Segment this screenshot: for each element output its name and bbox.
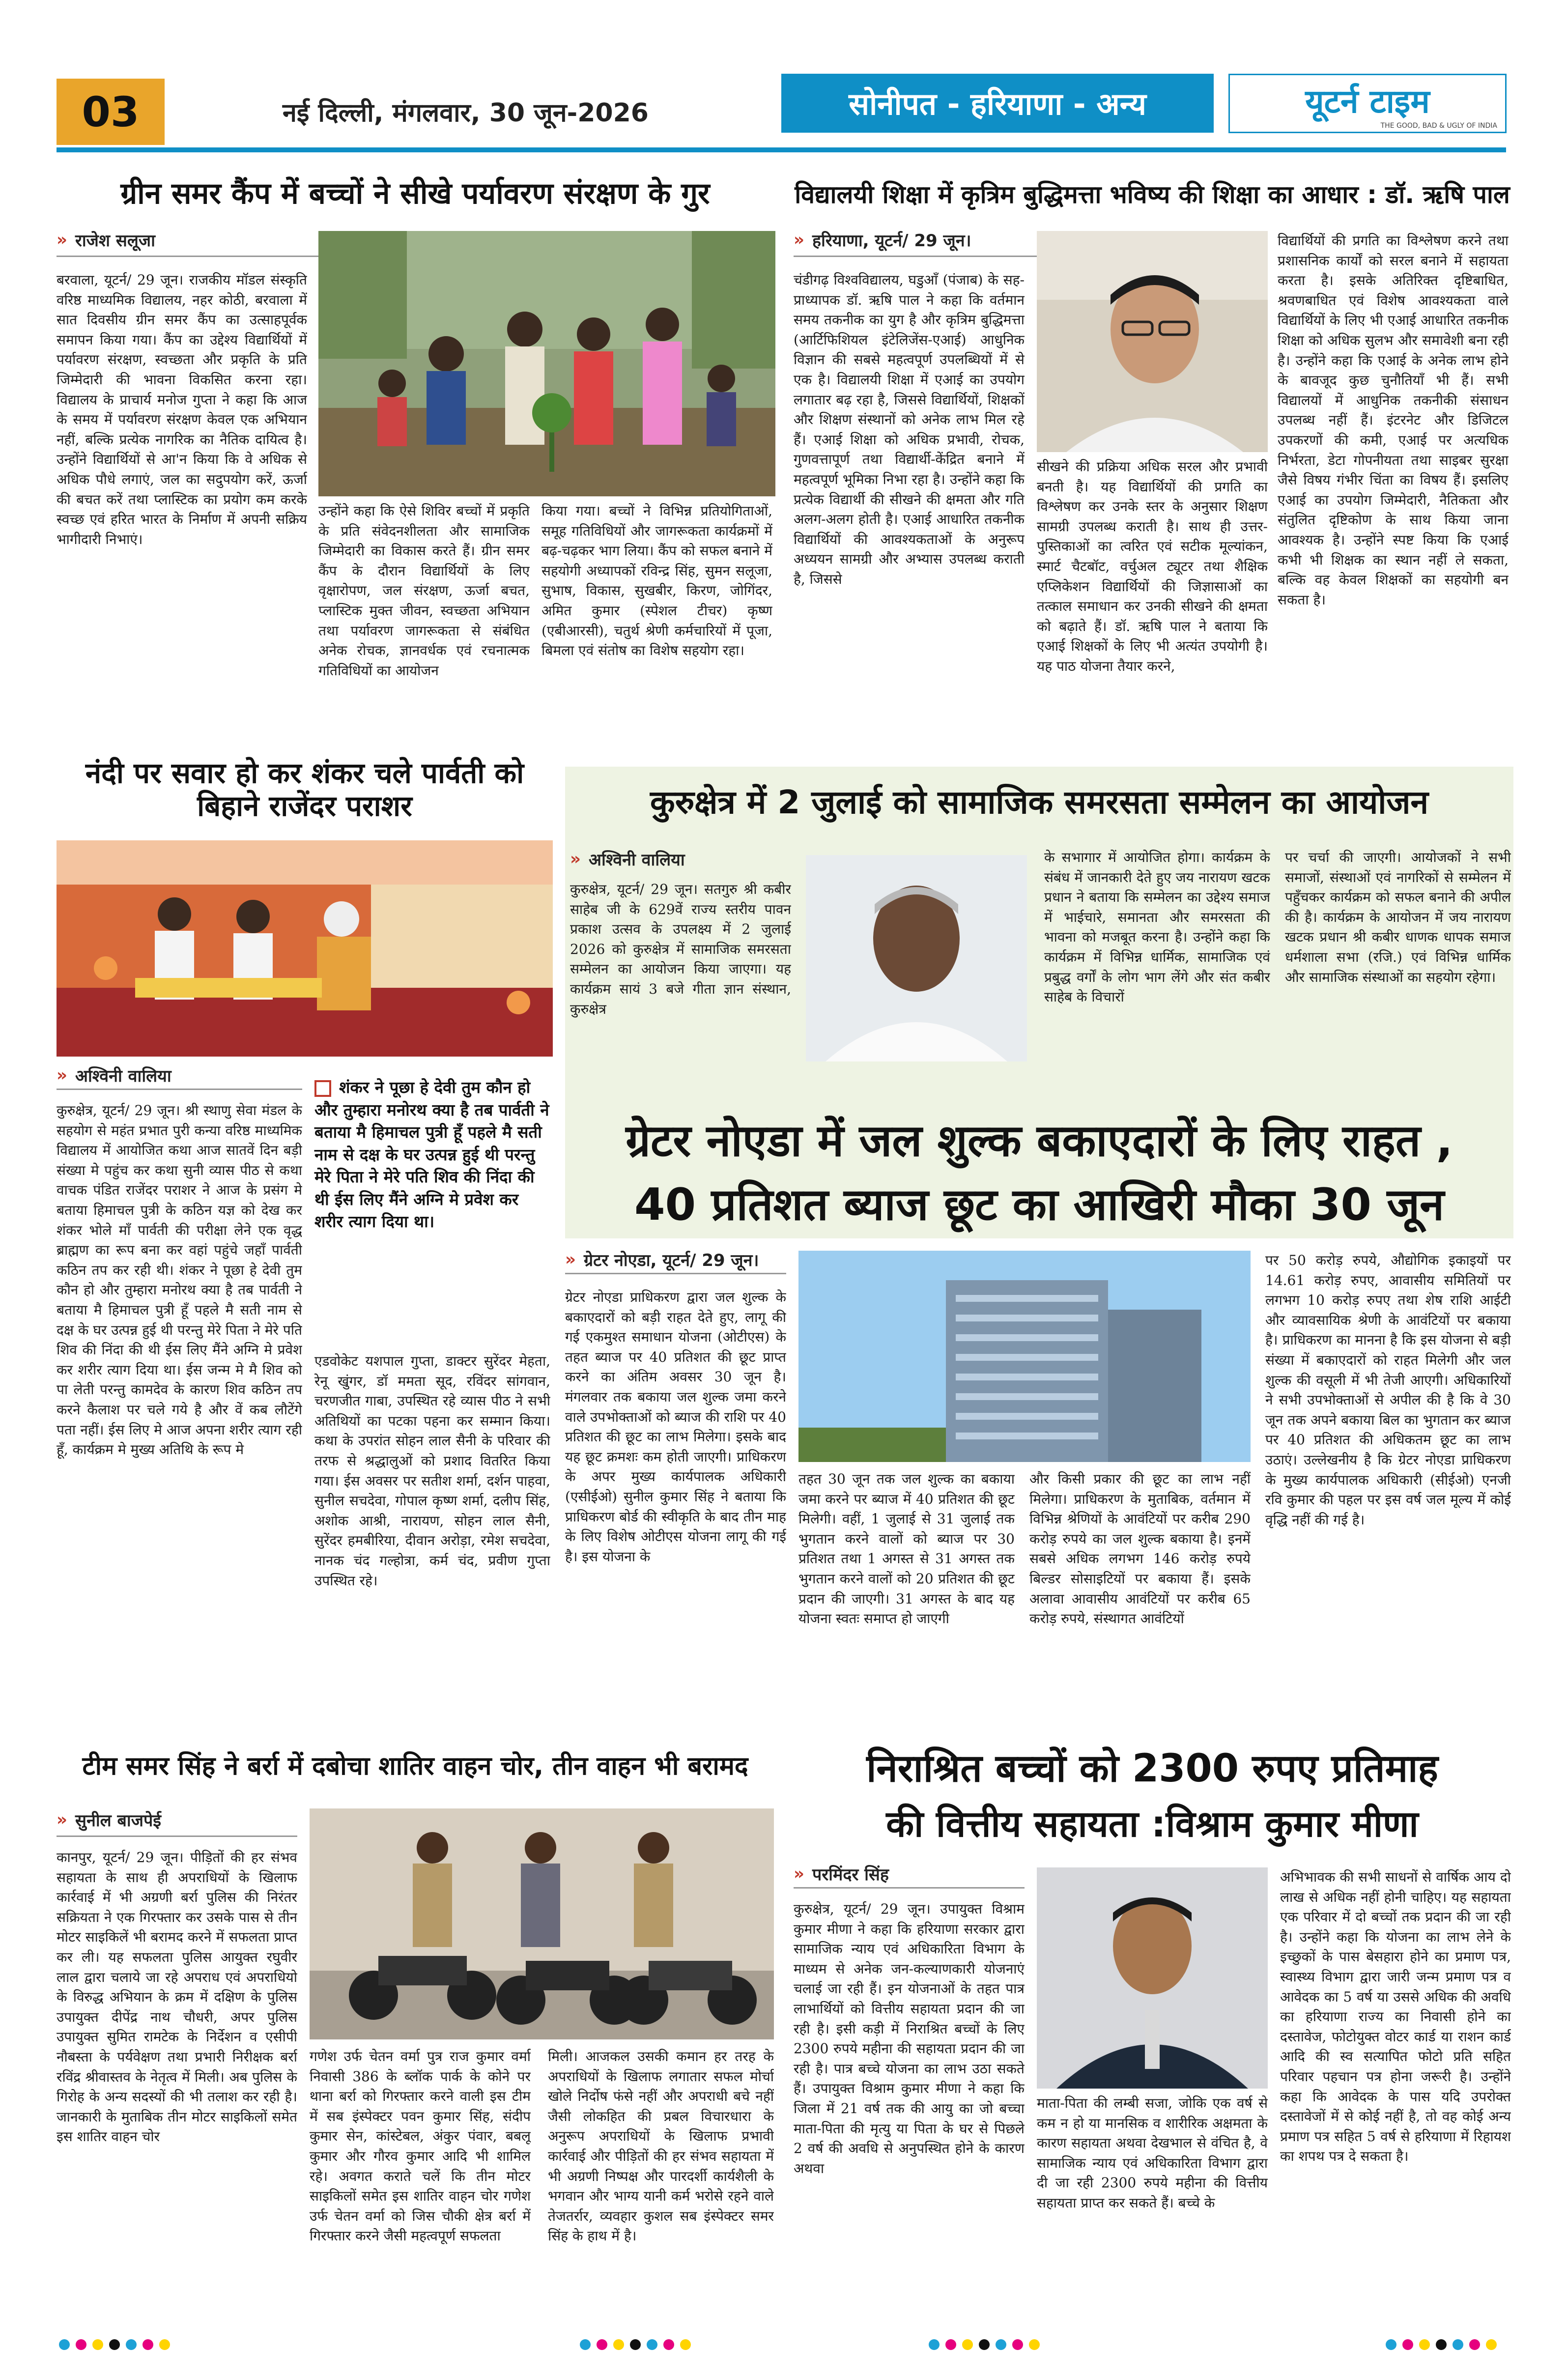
noida-byline bbox=[565, 1248, 759, 1271]
noida-dateline: ग्रेटर नोएडा, यूटर्न/ 29 जून। bbox=[583, 1251, 759, 1270]
masthead-rule bbox=[57, 147, 1506, 152]
registration-dot bbox=[613, 2339, 624, 2350]
katha-stage-photo bbox=[57, 840, 553, 1057]
noida-col3: और किसी प्रकार की छूट का लाभ नहीं मिलेगा। प्राधिकरण के मुताबिक, वर्तमान में विभिन्न श्रेणियों के आवंटियों पर करीब 290 करोड़ रुपये का जल शुल्क बकाया है। इनमें सबसे अधिक लगभग 146 करोड़ रुपये बिल्डर सोसाइटियों पर बकाया हैं। इसके अलावा आवासीय आवंटियों पर करीब 65 करोड़ रुपये, संस्थागत आवंटियों bbox=[1029, 1471, 1251, 1627]
registration-dot bbox=[1453, 2339, 1463, 2350]
registration-dot bbox=[1436, 2339, 1447, 2350]
orphan-aid-headline-line1: निराश्रित बच्चों को 2300 रुपए प्रतिमाह bbox=[866, 1747, 1438, 1791]
registration-dot bbox=[142, 2339, 153, 2350]
byline-chevron-icon: » bbox=[794, 230, 804, 250]
tree-planting-photo bbox=[318, 231, 775, 496]
registration-dot bbox=[92, 2339, 103, 2350]
section-title: सोनीपत - हरियाणा - अन्य bbox=[781, 74, 1214, 133]
orphan-aid-col1: कुरुक्षेत्र, यूटर्न/ 29 जून। उपायुक्त विश्राम कुमार मीणा ने कहा कि हरियाणा सरकार द्वारा सामाजिक न्याय एवं अधिकारिता विभाग के माध्यम से अनेक जन-कल्याणकारी योजनाएं चलाई जा रही हैं। इन योजनाओं के तहत पात्र लाभार्थियों को वित्तीय सहायता प्रदान की जा रही है। इसी कड़ी में निराश्रित बच्चों के लिए 2300 रुपये महीना की सहायता प्रदान की जा रही है। पात्र बच्चे योजना का लाभ उठा सकते हैं। उपायुक्त विश्राम कुमार मीणा ने कहा कि जिला में 21 वर्ष तक की आयु का जो बच्चा माता-पिता की मृत्यु या पिता के घर से पिछले 2 वर्ष की अवधि से अनुपस्थित होने के कारण अथवा bbox=[794, 1901, 1025, 2177]
green-camp-col3: किया गया। बच्चों ने विभिन्न प्रतियोगिताओं, समूह गतिविधियों और जागरूकता कार्यक्रमों में बढ़-चढ़कर भाग लिया। कैंप को सफल बनाने में सहयोगी अध्यापकों रविन्द्र सिंह, सुमन सलूजा, सुभाष, विकास, सुखबीर, किरण, जोगिंदर, अमित कुमार (स्पेशल टीचर) कृष्ण (एबीआरसी), चतुर्थ श्रेणी कर्मचारियों में पूजा, बिमला एवं संतोष का विशेष सहयोग रहा। bbox=[541, 503, 772, 659]
shankar-katha-rule bbox=[57, 1089, 302, 1090]
orphan-aid-col2: माता-पिता की लम्बी सजा, जोकि एक वर्ष से कम न हो या मानसिक व शारीरिक अक्षमता के कारण सहायता अथवा देखभाल से वंचित है, वे सामाजिक न्याय एवं अधिकारिता विभाग द्वारा दी जा रही 2300 रुपये महीना की वित्तीय सहायता प्राप्त कर सकते हैं। बच्चे के bbox=[1037, 2095, 1268, 2211]
shankar-katha-headline: नंदी पर सवार हो कर शंकर चले पार्वती को बिहाने राजेंदर पराशर bbox=[85, 756, 524, 823]
portrait-photo bbox=[1037, 231, 1268, 452]
byline-chevron-icon: » bbox=[57, 1810, 67, 1830]
green-camp-photo bbox=[318, 231, 775, 496]
orphan-aid-headline-line2: की वित्तीय सहायता :विश्राम कुमार मीणा bbox=[886, 1803, 1419, 1845]
registration-dot bbox=[59, 2339, 70, 2350]
shankar-katha-col2: एडवोकेट यशपाल गुप्ता, डाक्टर सुरेंदर मेहता, रेनू खुंगर, डॉ ममता सूद, रविंदर सांगवान, चरणजीत गाबा, उपस्थित रहे व्यास पीठ ने सभी अतिथियों का पटका पहना कर सम्मान किया। कथा के उपरांत सोहन लाल सैनी के परिवार की तरफ से श्रद्धालुओं को प्रशाद वितरित किया गया। ईस अवसर पर सतीश शर्मा, दर्शन पाहवा, सुनील सचदेवा, गोपाल कृष्ण शर्मा, दलीप सिंह, अशोक आश्री, नारायण, सोहन लाल सैनी, सुरेंदर हमबीरिया, दीवान अरोड़ा, रमेश सचदेवा, नानक चंद गल्होत्रा, कर्म चंद, प्रवीण गुप्ता उपस्थित रहे। bbox=[314, 1353, 550, 1589]
shankar-katha-photo bbox=[57, 840, 553, 1057]
byline-chevron-icon: » bbox=[565, 1250, 576, 1269]
ai-education-col1: चंडीगढ़ विश्वविद्यालय, घडुआँ (पंजाब) के सह-प्राध्यापक डॉ. ऋषि पाल ने कहा कि वर्तमान समय तकनीक का युग है और कृत्रिम बुद्धिमत्ता (आर्टिफिशियल इंटेलिजेंस-एआई) आधुनिक विज्ञान की सबसे महत्वपूर्ण उपलब्धियों में से एक है। विद्यालयी शिक्षा में एआई का उपयोग लगातार बढ़ रहा है, जिससे विद्यार्थियों, शिक्षकों और शिक्षण संस्थानों को अनेक लाभ मिल रहे हैं। एआई शिक्षा को अधिक प्रभावी, रोचक, गुणवत्तापूर्ण तथा विद्यार्थी-केंद्रित बनाने में महत्वपूर्ण भूमिका निभा रहा है। उन्होंने कहा कि प्रत्येक विद्यार्थी की सीखने की क्षमता और गति अलग-अलग होती है। एआई आधारित तकनीक विद्यार्थियों की आवश्यकताओं के अनुरूप अध्ययन सामग्री और अभ्यास उपलब्ध कराती है, जिससे bbox=[794, 272, 1025, 587]
quote-marker-icon bbox=[314, 1080, 331, 1097]
registration-dot bbox=[597, 2339, 607, 2350]
registration-marks-left bbox=[59, 2339, 170, 2350]
registration-dot bbox=[630, 2339, 641, 2350]
registration-dot bbox=[1469, 2339, 1480, 2350]
registration-marks-center-left bbox=[580, 2339, 691, 2350]
logo-tagline: THE GOOD, BAD & UGLY OF INDIA bbox=[1380, 122, 1497, 130]
green-camp-author: राजेश सलूजा bbox=[75, 231, 155, 251]
registration-dot bbox=[945, 2339, 956, 2350]
vehicle-thief-rule bbox=[57, 1835, 297, 1837]
samrasta-headline: कुरुक्षेत्र में 2 जुलाई को सामाजिक समरसता सम्मेलन का आयोजन bbox=[650, 783, 1428, 821]
vehicle-thief-headline: टीम समर सिंह ने बर्रा में दबोचा शातिर वाहन चोर, तीन वाहन भी बरामद bbox=[82, 1751, 748, 1781]
registration-dot bbox=[929, 2339, 940, 2350]
shankar-katha-pull-quote bbox=[314, 1076, 550, 1347]
samrasta-col2: के सभागार में आयोजित होगा। कार्यक्रम के संबंध में जानकारी देते हुए जय नारायण खटक प्रधान ने बताया कि सम्मेलन का उद्देश्य समाज में भाईचारे, समानता और समरसता की भावना को मजबूत करना है। उन्होंने कहा कि कार्यक्रम में विभिन्न धार्मिक, सामाजिक एवं प्रबुद्ध वर्गों के लोग भाग लेंगे और संत कबीर साहेब के विचारों bbox=[1044, 849, 1270, 1005]
dr-rishi-pal-photo bbox=[1037, 231, 1268, 452]
registration-dot bbox=[1386, 2339, 1396, 2350]
byline-chevron-icon: » bbox=[57, 1065, 67, 1085]
ai-education-headline: विद्यालयी शिक्षा में कृत्रिम बुद्धिमत्ता भविष्य की शिक्षा का आधार : डॉ. ऋषि पाल bbox=[795, 180, 1510, 209]
green-camp-col1: बरवाला, यूटर्न/ 29 जून। राजकीय मॉडल संस्कृति वरिष्ठ माध्यमिक विद्यालय, नहर कोठी, बरवाला में सात दिवसीय ग्रीन समर कैंप का उत्साहपूर्वक समापन किया गया। कैंप का उद्देश्य विद्यार्थियों में पर्यावरण संरक्षण, स्वच्छता और प्रकृति के प्रति जिम्मेदारी की भावना विकसित करना रहा। विद्यालय के प्राचार्य मनोज गुप्ता ने कहा कि आज के समय में पर्यावरण संरक्षण केवल एक अभियान नहीं, बल्कि प्रत्येक नागरिक का नैतिक दायित्व है। उन्होंने विद्यार्थियों से आ'न किया कि वे अधिक से अधिक पौधे लगाएं, जल का सदुपयोग करें, ऊर्जा की बचत करें तथा प्लास्टिक का प्रयोग कम करके स्वच्छ एवं हरित भारत के निर्माण में अपनी सक्रिय भागीदारी निभाएं। bbox=[57, 272, 307, 547]
page-number: 03 bbox=[57, 79, 165, 145]
vehicle-thief-col3: मिली। आजकल उसकी कमान हर तरह के अपराधियों के खिलाफ लगातार सफल मोर्चा खोले निर्दोष फंसे नहीं और अपराधी बचे नहीं जैसी लोकहित की प्रबल विचारधारा के अनुरूप अपराधियों के खिलाफ प्रभावी कार्रवाई और पीड़ितों की हर संभव सहायता में भी अग्रणी निष्पक्ष और पारदर्शी कार्यशैली के भगवान और भाग्य यानी कर्म भरोसे रहने वाले तेजतर्रार, व्यवहार कुशल सब इंस्पेक्टर समर सिंह के हाथ में है। bbox=[548, 2048, 774, 2244]
ai-education-col2: सीखने की प्रक्रिया अधिक सरल और प्रभावी बनती है। यह विद्यार्थियों की प्रगति का विश्लेषण कर उनके स्तर के अनुसार शिक्षण सामग्री उपलब्ध कराती है। साथ ही उत्तर-पुस्तिकाओं का त्वरित एवं सटीक मूल्यांकन, स्मार्ट चैटबॉट, वर्चुअल ट्यूटर तथा शैक्षिक एप्लिकेशन विद्यार्थियों की जिज्ञासाओं का तत्काल समाधान कर उनकी सीखने की क्षमता को बढ़ाते हैं। डॉ. ऋषि पाल ने बताया कि एआई शिक्षकों के लिए भी अत्यंत उपयोगी है। यह पाठ योजना तैयार करने, bbox=[1037, 459, 1268, 674]
registration-dot bbox=[1012, 2339, 1023, 2350]
noida-building-photo bbox=[798, 1251, 1251, 1462]
ai-education-byline bbox=[794, 229, 971, 251]
registration-dot bbox=[580, 2339, 591, 2350]
green-camp-byline bbox=[57, 229, 155, 251]
registration-dot bbox=[159, 2339, 170, 2350]
registration-marks-right bbox=[1386, 2339, 1497, 2350]
registration-dot bbox=[962, 2339, 973, 2350]
police-recovery-photo bbox=[310, 1808, 774, 2039]
registration-dot bbox=[647, 2339, 657, 2350]
dateline: नई दिल्ली, मंगलवार, 30 जून-2026 bbox=[283, 98, 649, 128]
registration-dot bbox=[1419, 2339, 1430, 2350]
shankar-katha-col1: कुरुक्षेत्र, यूटर्न/ 29 जून। श्री स्थाणु सेवा मंडल के सहयोग से महंत प्रभात पुरी कन्या वरिष्ठ माध्यमिक विद्यालय में आयोजित कथा आज सातवें दिन बड़ी संख्या मे पहुंच कर कथा सुनी व्यास पीठ से कथा वाचक पंडित राजेंदर पराशर ने आज के प्रसंग मे बताया हिमाचल पुत्री के कठिन यज्ञ को देख कर शंकर भोले माँ पार्वती की परीक्षा लेने एक वृद्ध ब्राह्मण का रूप बना कर वहां पहुंचे जहाँ पार्वती कठिन तप कर रही थी। शंकर ने पूछा हे देवी तुम कौन हो और तुम्हारा मनोरथ क्या है तब पार्वती ने बताया मै हिमाचल पुत्री हूँ पहले मै सती नाम से दक्ष के घर उत्पन्न हुई थी परन्तु मेरे पिता ने मेरे पति शिव की निंदा की थी ईस लिए मैंने अग्नि मे प्रवेश कर शरीर त्याग दिया था। ईस जन्म मे मै शिव को पा लेती परन्तु कामदेव के कारण शिव कठिन तप करने कैलाश पर चले गये है और वें कब लौटेंगे पता नहीं। ईस लिए मे आज अपना शरीर त्याग रही हूँ, कार्यक्रम मे मुख्य अतिथि के रूप मे bbox=[57, 1102, 302, 1458]
orphan-aid-author: परमिंदर सिंह bbox=[812, 1865, 889, 1885]
samrasta-author: अश्विनी वालिया bbox=[588, 850, 685, 870]
noida-headline-line1: ग्रेटर नोएडा में जल शुल्क बकाएदारों के लिए राहत , bbox=[626, 1115, 1453, 1167]
registration-marks-center-right bbox=[929, 2339, 1040, 2350]
samrasta-byline bbox=[570, 848, 685, 870]
noida-col4: पर 50 करोड़ रुपये, औद्योगिक इकाइयों पर 14.61 करोड़ रुपए, आवासीय समितियों पर लगभग 10 करोड़ रुपए तथा शेष राशि आईटी और व्यावसायिक श्रेणी के आवंटियों पर बकाया है। प्राधिकरण का मानना है कि इस योजना से बड़ी संख्या में बकाएदारों को राहत मिलेगी और जल शुल्क की वसूली में भी तेजी आएगी। अधिकारियों ने सभी उपभोक्ताओं से अपील की है कि वे 30 जून तक अपने बकाया बिल का भुगतान कर ब्याज पर 40 प्रतिशत की अधिकतम छूट का लाभ उठाएं। उल्लेखनीय है कि ग्रेटर नोएडा प्राधिकरण के मुख्य कार्यपालक अधिकारी (सीईओ) एनजी रवि कुमार की पहल पर इस वर्ष जल मूल्य में कोई वृद्धि नहीं की गई है। bbox=[1265, 1252, 1511, 1528]
logo-text: यूटर्न टाइम bbox=[1305, 83, 1430, 120]
registration-dot bbox=[76, 2339, 86, 2350]
pull-quote-text: शंकर ने पूछा हे देवी तुम कौन हो और तुम्हारा मनोरथ क्या है तब पार्वती ने बताया मै हिमाचल पुत्री हूँ पहले मै सती नाम से दक्ष के घर उत्पन्न हुई थी परन्तु मेरे पिता ने मेरे पति शिव की निंदा की थी ईस लिए मैंने अग्नि मे प्रवेश कर शरीर त्याग दिया था। bbox=[314, 1078, 549, 1232]
registration-dot bbox=[1402, 2339, 1413, 2350]
noida-rule bbox=[565, 1273, 786, 1274]
registration-dot bbox=[109, 2339, 120, 2350]
byline-chevron-icon: » bbox=[57, 230, 67, 250]
samrasta-photo bbox=[806, 855, 1027, 1061]
official-portrait-photo bbox=[1037, 1867, 1268, 2089]
newspaper-logo bbox=[1228, 74, 1507, 133]
shankar-katha-author: अश्विनी वालिया bbox=[75, 1066, 171, 1086]
ai-education-dateline: हरियाणा, यूटर्न/ 29 जून। bbox=[812, 231, 971, 251]
orphan-aid-col3: अभिभावक की सभी साधनों से वार्षिक आय दो लाख से अधिक नहीं होनी चाहिए। यह सहायता एक परिवार में दो बच्चों तक प्रदान की जा रही है। उन्होंने कहा कि योजना का लाभ लेने के इच्छुकों के पास बेसहारा होने का प्रमाण पत्र, स्वास्थ्य विभाग द्वारा जारी जन्म प्रमाण पत्र व आवेदक का 5 वर्ष या उससे अधिक की अवधि का हरियाणा राज्य का निवासी होने का दस्तावेज, फोटोयुक्त वोटर कार्ड या राशन कार्ड आदि की स्व सत्यापित फोटो प्रति सहित परिवार पहचान पत्र होना जरूरी है। उन्होंने कहा कि आवेदक के पास यदि उपरोक्त दस्तावेजों में से कोई नहीं है, तो वह कोई अन्य प्रमाण पत्र सहित 5 वर्ष से हरियाणा में रिहायश का शपथ पत्र दे सकता है। bbox=[1280, 1869, 1511, 2165]
registration-dot bbox=[663, 2339, 674, 2350]
office-building-photo bbox=[798, 1251, 1251, 1462]
orphan-aid-rule bbox=[794, 1887, 1025, 1889]
samrasta-col3: पर चर्चा की जाएगी। आयोजकों ने सभी समाजों, संस्थाओं एवं नागरिकों से सम्मेलन में पहुँचकर कार्यक्रम को सफल बनाने की अपील की है। कार्यक्रम के आयोजन में जय नारायण खटक प्रधान श्री कबीर धाणक धापक समाज धर्मशाला सभा (रजि.) एवं विभिन्न धार्मिक और सामाजिक संस्थाओं का सहयोग रहेगा। bbox=[1285, 849, 1511, 985]
byline-chevron-icon: » bbox=[794, 1864, 804, 1884]
orphan-aid-photo bbox=[1037, 1867, 1268, 2089]
registration-dot bbox=[979, 2339, 990, 2350]
vehicle-thief-col2: गणेश उर्फ चेतन वर्मा पुत्र राज कुमार वर्मा निवासी 386 के ब्लॉक पार्क के कोने पर थाना बर्रा को गिरफ्तार करने वाली इस टीम में सब इंस्पेक्टर पवन कुमार सिंह, संदीप कुमार सेन, कांस्टेबल, अंकुर पंवार, बबलू कुमार और गौरव कुमार आदि भी शामिल रहे। अवगत कराते चलें कि तीन मोटर साइकिलों समेत इस शातिर वाहन चोर गणेश उर्फ चेतन वर्मा को जिस चौकी क्षेत्र बर्रा में गिरफ्तार करने जैसी महत्वपूर्ण सफलता bbox=[310, 2048, 531, 2244]
noida-col2: तहत 30 जून तक जल शुल्क का बकाया जमा करने पर ब्याज में 40 प्रतिशत की छूट मिलेगी। वहीं, 1 जुलाई से 31 जुलाई तक भुगतान करने वालों को ब्याज पर 30 प्रतिशत तथा 1 अगस्त से 31 अगस्त तक भुगतान करने वालों को 20 प्रतिशत की छूट प्रदान की जाएगी। 31 अगस्त के बाद यह योजना स्वतः समाप्त हो जाएगी bbox=[798, 1471, 1015, 1627]
green-camp-col2: उन्होंने कहा कि ऐसे शिविर बच्चों में प्रकृति के प्रति संवेदनशीलता और सामाजिक जिम्मेदारी का विकास करते हैं। ग्रीन समर कैंप के दौरान विद्यार्थियों के लिए वृक्षारोपण, जल संरक्षण, ऊर्जा बचत, प्लास्टिक मुक्त जीवन, स्वच्छता अभियान तथा पर्यावरण जागरूकता से संबंधित अनेक रोचक, ज्ञानवर्धक एवं रचनात्मक गतिविधियों का आयोजन bbox=[318, 503, 530, 679]
noida-headline-line2: 40 प्रतिशत ब्याज छूट का आखिरी मौका 30 जून bbox=[634, 1179, 1445, 1231]
vehicle-thief-author: सुनील बाजपेई bbox=[75, 1811, 161, 1831]
vehicle-thief-byline bbox=[57, 1808, 161, 1831]
registration-dot bbox=[996, 2339, 1006, 2350]
byline-chevron-icon: » bbox=[570, 849, 581, 869]
samrasta-col1: कुरुक्षेत्र, यूटर्न/ 29 जून। सतगुरु श्री कबीर साहेब जी के 629वें राज्य स्तरीय पावन प्रकाश उत्सव के उपलक्ष्य में 2 जुलाई 2026 को कुरुक्षेत्र में सामाजिक समरसता सम्मेलन का आयोजन किया जाएगा। यह कार्यक्रम सायं 3 बजे गीता ज्ञान संस्थान, कुरुक्षेत्र bbox=[570, 881, 791, 1017]
elder-portrait-photo bbox=[806, 855, 1027, 1061]
registration-dot bbox=[680, 2339, 691, 2350]
vehicle-thief-photo bbox=[310, 1808, 774, 2039]
registration-dot bbox=[126, 2339, 137, 2350]
vehicle-thief-col1: कानपुर, यूटर्न/ 29 जून। पीड़ितों की हर संभव सहायता के साथ ही अपराधियों के खिलाफ कार्रवाई में भी अग्रणी बर्रा पुलिस की निरंतर सक्रियता ने एक गिरफ्तार कर उसके पास से तीन मोटर साइकिलें भी बरामद करने में सफलता प्राप्त कर ली। यह सफलता पुलिस आयुक्त रघुवीर लाल द्वारा चलाये जा रहे अपराध एवं अपराधियो के विरुद्ध अभियान के क्रम में दक्षिण के पुलिस उपायुक्त दीपेंद्र नाथ चौधरी, अपर पुलिस उपायुक्त सुमित रामटेक के निर्देशन व एसीपी नौबस्ता के पर्यवेक्षण तथा प्रभारी निरीक्षक बर्रा रविंद्र श्रीवास्तव के नेतृत्व में मिली। अब पुलिस के गिरोह के अन्य सदस्यों की भी तलाश कर रही है। जानकारी के मुताबिक तीन मोटर साइकिलों समेत इस शातिर वाहन चोर bbox=[57, 1849, 297, 2145]
orphan-aid-byline bbox=[794, 1863, 889, 1885]
registration-dot bbox=[1486, 2339, 1497, 2350]
registration-dot bbox=[1029, 2339, 1040, 2350]
noida-col1: ग्रेटर नोएडा प्राधिकरण द्वारा जल शुल्क के बकाएदारों को बड़ी राहत देते हुए, लागू की गई एकमुश्त समाधान योजना (ओटीएस) के तहत ब्याज पर 40 प्रतिशत की छूट प्राप्त करने का अंतिम अवसर 30 जून है। मंगलवार तक बकाया जल शुल्क जमा करने वाले उपभोक्ताओं को ब्याज की राशि पर 40 प्रतिशत की छूट का लाभ मिलेगा। इसके बाद यह छूट क्रमशः कम होती जाएगी। प्राधिकरण के अपर मुख्य कार्यपालक अधिकारी (एसीईओ) सुनील कुमार सिंह ने बताया कि प्राधिकरण बोर्ड की स्वीकृति के बाद तीन माह के लिए विशेष ओटीएस योजना लागू की गई है। इस योजना के bbox=[565, 1289, 786, 1565]
green-camp-headline: ग्रीन समर कैंप में बच्चों ने सीखे पर्यावरण संरक्षण के गुर bbox=[120, 176, 710, 211]
shankar-katha-byline bbox=[57, 1064, 171, 1087]
ai-education-col3: विद्यार्थियों की प्रगति का विश्लेषण करने तथा प्रशासनिक कार्यों को सरल बनाने में सहायता करता है। इसके अतिरिक्त दृष्टिबाधित, श्रवणबाधित एवं विशेष आवश्यकता वाले विद्यार्थियों के लिए भी एआई आधारित तकनीक शिक्षा को अधिक सुलभ और समावेशी बना रही है। उन्होंने कहा कि एआई के अनेक लाभ होने के बावजूद कुछ चुनौतियाँ भी हैं। सभी विद्यालयों में आधुनिक तकनीकी संसाधन उपलब्ध नहीं हैं। इंटरनेट और डिजिटल उपकरणों की कमी, एआई पर अत्यधिक निर्भरता, डेटा गोपनीयता तथा साइबर सुरक्षा जैसे विषय गंभीर चिंता का विषय हैं। इसलिए एआई का उपयोग जिम्मेदारी, नैतिकता और संतुलित दृष्टिकोण के साथ किया जाना आवश्यक है। उन्होंने स्पष्ट किया कि एआई कभी भी शिक्षक का स्थान नहीं ले सकता, बल्कि वह केवल शिक्षकों का सहयोगी बन सकता है। bbox=[1278, 232, 1509, 608]
